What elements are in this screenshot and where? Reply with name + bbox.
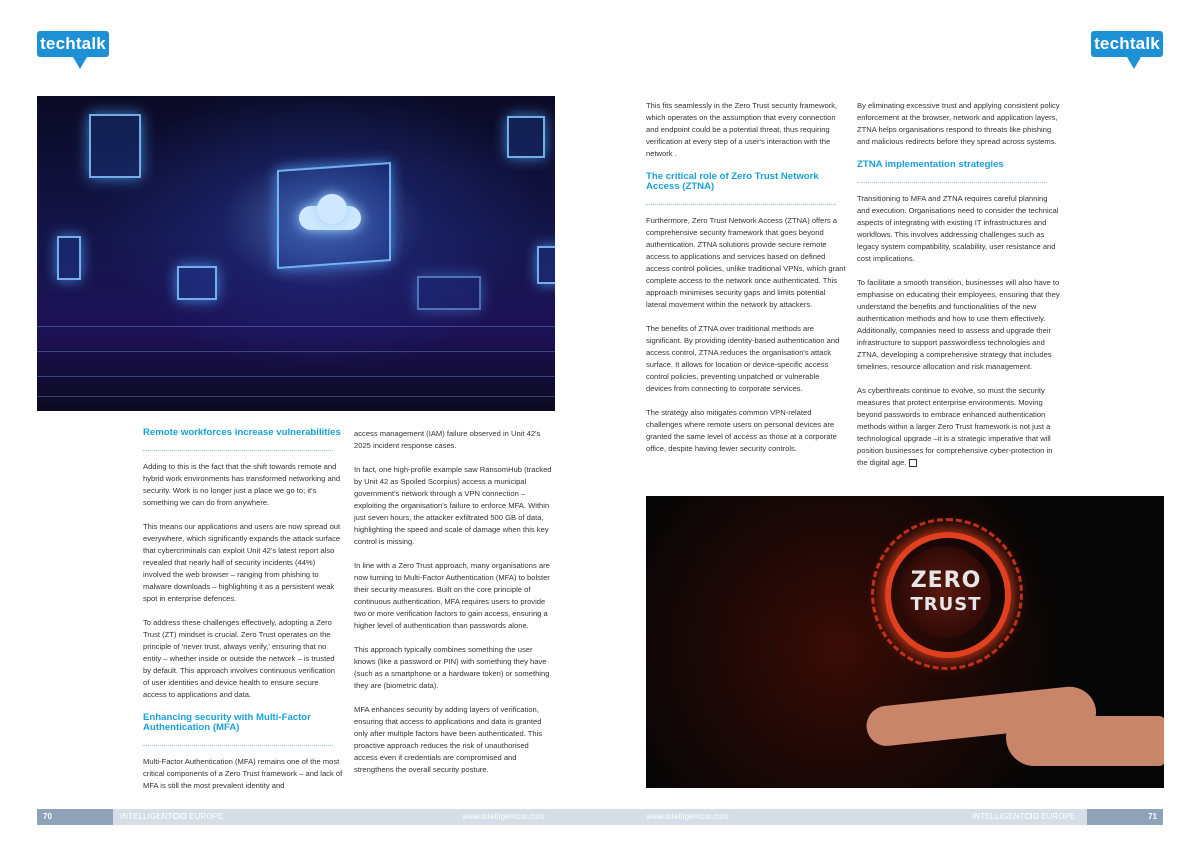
paragraph: This means our applications and users are now spread out everywhere, which significantly expands the attack surface that cybercriminals can exploit Unit 42's latest report also revealed that nearly half of security incidents (44%) involved the web browser – ranging from phishing to malware downloads – highlighting it as a persistent weak spot in enterprise defences. (143, 522, 341, 603)
paragraph: Transitioning to MFA and ZTNA requires careful planning and execution. Organisations need to consider the technical aspects of integrating with existing IT infrastructures and workflows. This involves addressing challenges such as legacy system compatibility, scalability, user resistance and cost implications. (857, 194, 1059, 263)
zero-trust-hand-image (646, 496, 1164, 788)
trust-text: TRUST (910, 594, 982, 615)
hero-cyber-cloud-image (37, 96, 555, 411)
paragraph-text: As cyberthreats continue to evolve, so must the security measures that protect enterprise environments. Moving beyond passwords to embrace enhanced authentication methods within a larger Zero Trust framework is not just a technological upgrade –it is a strategic imperative that will position businesses for comprehensive cyber-protection in the digital age. (857, 386, 1053, 467)
paragraph: Adding to this is the fact that the shift towards remote and hybrid work environments has transformed networking and security. Work is no longer just a place we go to; it's something we can do from anywhere. (143, 462, 341, 507)
paragraph: This fits seamlessly in the Zero Trust security framework, which operates on the assumption that every connection and endpoint could be a potential threat, thus requiring verification at every step of a user's interaction with the network . (646, 101, 838, 158)
techtalk-logo-left: techtalk (37, 31, 109, 67)
paragraph: In line with a Zero Trust approach, many organisations are now turning to Multi-Factor Authentication (MFA) to bolster their security measures. Built on the core principle of continuous authentication, MFA requires users to provide two or more verification factors to gain access, ensuring a higher level of authentication than passwords alone. (354, 561, 550, 630)
page-number-left: 70 (37, 809, 113, 825)
end-of-article-icon (909, 459, 917, 467)
paragraph: access management (IAM) failure observed in Unit 42's 2025 incident response cases. (354, 429, 541, 450)
magazine-name-left: INTELLIGENTCIO EUROPE (120, 812, 224, 821)
heading-critical-role-ztna: The critical role of Zero Trust Network Access (ZTNA) (646, 171, 819, 192)
website-url-right: www.intelligentcio.com (646, 812, 729, 821)
page-number-right: 71 (1087, 809, 1163, 825)
techtalk-logo-right: techtalk (1091, 31, 1163, 67)
zero-trust-emblem (871, 518, 1021, 668)
paragraph: This approach typically combines something the user knows (like a password or PIN) with something they have (such as a smartphone or a hardware token) or something they are (biometric data). (354, 645, 550, 690)
magazine-name-right: INTELLIGENTCIO EUROPE (972, 812, 1076, 821)
zero-text: ZERO (910, 568, 982, 593)
heading-remote-workforces: Remote workforces increase vulnerabilities (143, 427, 341, 438)
heading-enhancing-security-mfa: Enhancing security with Multi-Factor Authentication (MFA) (143, 712, 311, 733)
paragraph (857, 385, 1061, 469)
paragraph: MFA enhances security by adding layers of verification, ensuring that access to applications and data is granted only after multiple factors have been authenticated. This proactive approach reduces the risk of unauthorised access even if credentials are compromised and strengthens the overall security posture. (354, 705, 543, 774)
paragraph: In fact, one high-profile example saw RansomHub (tracked by Unit 42 as Spoiled Scorpius) access a municipal government's network through a VPN connection – exploiting the organisation's failure to enforce MFA. Within just seven hours, the attacker exfiltrated 500 GB of data, highlighting the speed and scale of damage when this key control is missing. (354, 465, 552, 546)
left-column-2 (354, 428, 554, 788)
paragraph: To facilitate a smooth transition, businesses will also have to emphasise on educating their employees, ensuring that they understand the benefits and functionalities of the new authentication methods and how to use them effectively. Additionally, companies need to assess and upgrade their infrastructure to support passwordless technologies and ZTNA, developing a comprehensive strategy that includes timelines, resource allocation and risk management. (857, 278, 1060, 371)
paragraph: The benefits of ZTNA over traditional methods are significant. By providing identity-based authentication and access control, ZTNA reduces the organisation's attack surface. It allows for location or device-specific access control policies, preventing unpatched or vulnerable devices from connecting to corporate services. (646, 324, 840, 393)
paragraph: To address these challenges effectively, adopting a Zero Trust (ZT) mindset is crucial. Zero Trust operates on the principle of 'never trust, always verify,' ensuring that no entity – whether inside or outside the network – is trusted by default. This approach involves continuous verification of user identities and device health to ensure secure access to applications and data. (143, 618, 335, 699)
website-url-left: www.intelligentcio.com (462, 812, 545, 821)
paragraph: Furthermore, Zero Trust Network Access (ZTNA) offers a comprehensive security framework that goes beyond authentication. ZTNA solutions provide secure remote access to applications and services based on defined access control policies, unlike traditional VPNs, which grant complete access to the network once authenticated. This approach minimises security gaps and limits potential lateral movement within the network by attackers. (646, 216, 846, 309)
paragraph: By eliminating excessive trust and applying consistent policy enforcement at the browser, network and application layers, ZTNA helps organisations respond to threats like phishing and malicious redirects before they spread across systems. (857, 101, 1060, 146)
heading-ztna-implementation: ZTNA implementation strategies (857, 159, 1004, 170)
left-column-1 (143, 428, 343, 804)
paragraph: Multi-Factor Authentication (MFA) remains one of the most critical components of a Zero Trust framework – and lack of MFA is still the most prevalent identity and (143, 757, 343, 790)
paragraph: The strategy also mitigates common VPN-related challenges where remote users on personal devices are granted the same level of access as those at a corporate office, despite having fewer security controls. (646, 408, 837, 453)
right-column-1 (646, 100, 846, 467)
right-column-2 (857, 100, 1061, 481)
footer-bar (37, 809, 1163, 825)
